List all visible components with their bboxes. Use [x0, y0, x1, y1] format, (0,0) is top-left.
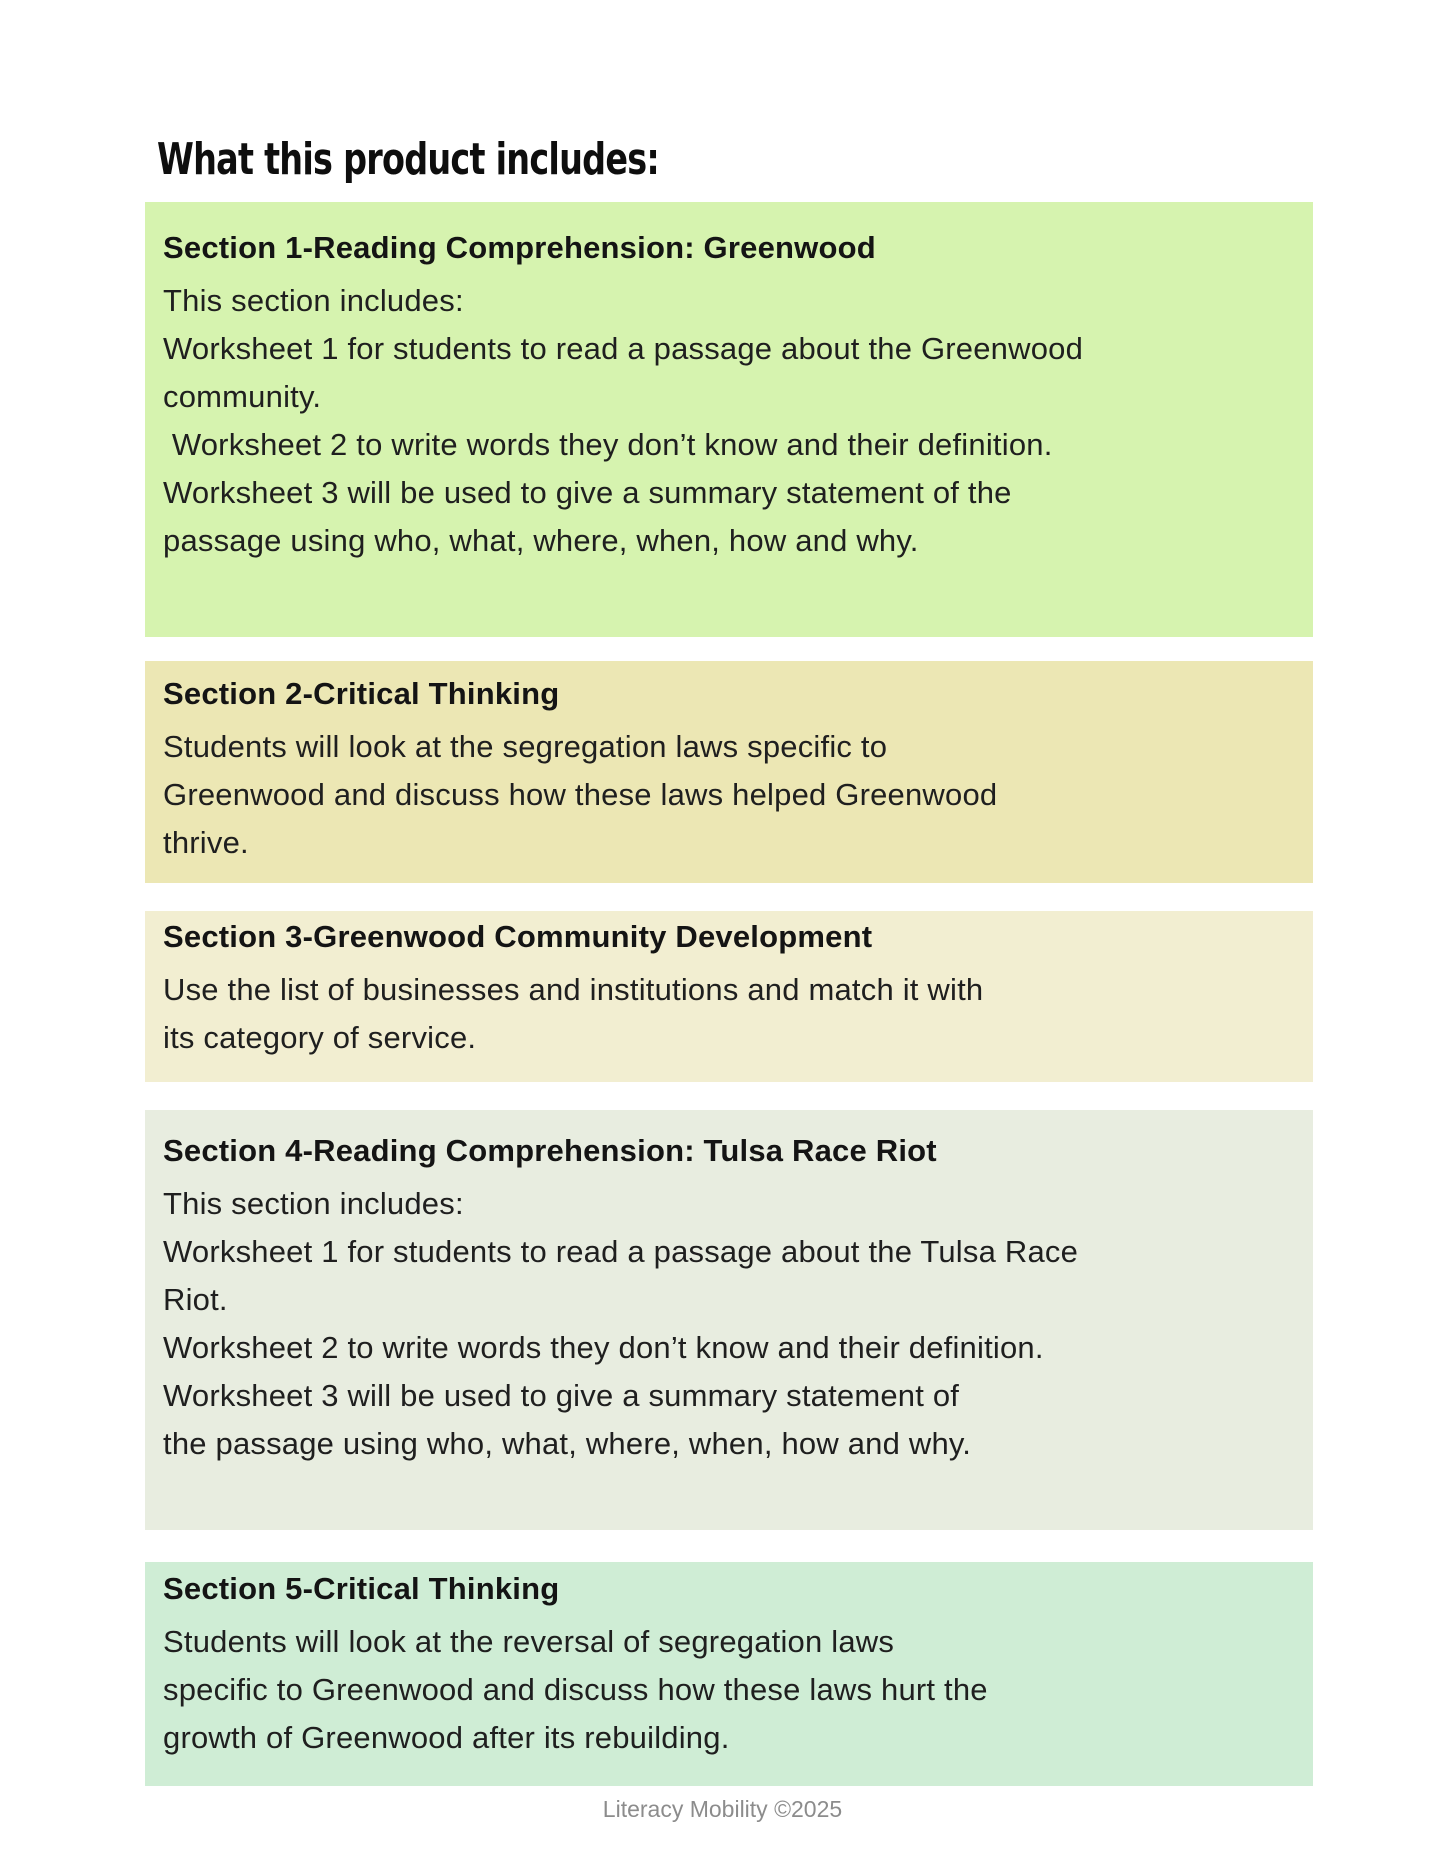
section-1-line: Worksheet 2 to write words they don’t know and their definition.: [163, 427, 1053, 462]
section-3-heading: Section 3-Greenwood Community Development: [163, 919, 873, 954]
section-4-line: Worksheet 2 to write words they don’t know and their definition.: [163, 1330, 1044, 1365]
section-2-line: Students will look at the segregation laws specific to: [163, 729, 888, 764]
footer-credit: Literacy Mobility ©2025: [602, 1796, 843, 1822]
section-card-1: [145, 202, 1313, 637]
section-4-line: Worksheet 1 for students to read a passage about the Tulsa Race: [163, 1234, 1079, 1269]
section-1-line: Worksheet 3 will be used to give a summary statement of the: [163, 475, 1012, 510]
section-card-5: [145, 1562, 1313, 1786]
section-4-line: This section includes:: [163, 1186, 464, 1221]
section-3-line: its category of service.: [163, 1020, 477, 1055]
section-1-line: passage using who, what, where, when, how and why.: [163, 523, 919, 558]
section-card-2: [145, 661, 1313, 883]
section-card-4: [145, 1110, 1313, 1530]
section-4-heading: Section 4-Reading Comprehension: Tulsa Race Riot: [163, 1133, 937, 1168]
section-5-line: specific to Greenwood and discuss how these laws hurt the: [163, 1672, 988, 1707]
section-2-line: thrive.: [163, 825, 249, 860]
section-2-line: Greenwood and discuss how these laws helped Greenwood: [163, 777, 998, 812]
section-5-line: Students will look at the reversal of segregation laws: [163, 1624, 895, 1659]
section-1-line: community.: [163, 379, 322, 414]
section-1-heading: Section 1-Reading Comprehension: Greenwood: [163, 230, 876, 265]
section-4-line: Riot.: [163, 1282, 228, 1317]
section-3-line: Use the list of businesses and institutions and match it with: [163, 972, 984, 1007]
section-5-heading: Section 5-Critical Thinking: [163, 1571, 560, 1606]
section-card-3: [145, 911, 1313, 1082]
section-4-line: the passage using who, what, where, when, how and why.: [163, 1426, 972, 1461]
page-title: What this product includes:: [157, 134, 660, 185]
section-4-line: Worksheet 3 will be used to give a summary statement of: [163, 1378, 960, 1413]
section-1-line: Worksheet 1 for students to read a passage about the Greenwood: [163, 331, 1084, 366]
section-2-heading: Section 2-Critical Thinking: [163, 676, 560, 711]
section-1-line: This section includes:: [163, 283, 464, 318]
section-5-line: growth of Greenwood after its rebuilding.: [163, 1720, 730, 1755]
